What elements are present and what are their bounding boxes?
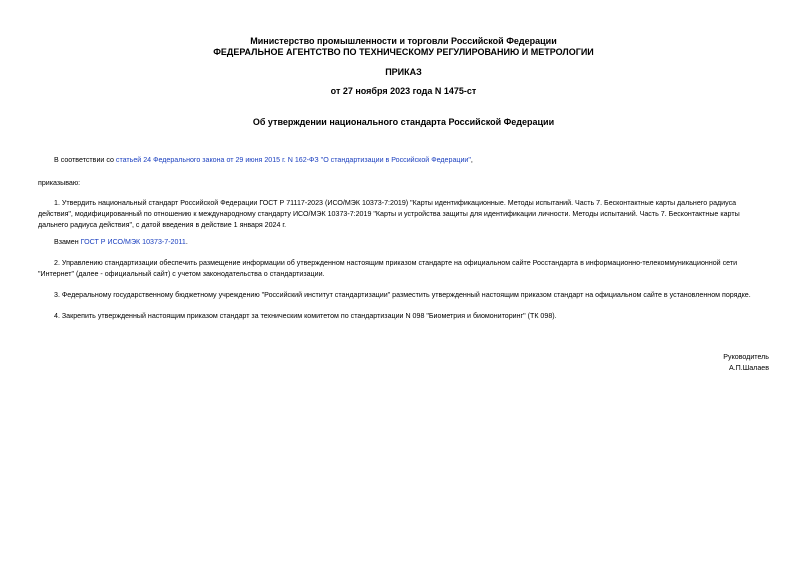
item-3-paragraph: 3. Федеральному государственному бюджетному учреждению "Российский институт стандартизации" разместить утвержденный настоящим приказом стандарт на официальном сайте в установленном порядке. <box>54 291 751 299</box>
item-1-line: 1. Утвердить национальный стандарт Российской Федерации ГОСТ Р 71117-2023 (ИСО/МЭК 10373-7:2019) "Карты идентификационные. Методы испытаний. Часть 7. Бесконтактные карты дальнего радиуса <box>54 199 737 207</box>
item-1-line: дальнего радиуса действия", с датой введения в действие 1 января 2024 г. <box>38 221 287 229</box>
document-subject: Об утверждении национального стандарта Российской Федерации <box>252 117 555 127</box>
document-type: ПРИКАЗ <box>385 67 422 77</box>
signatory-name: А.П.Шалаев <box>728 364 769 372</box>
ministry-title: Министерство промышленности и торговли Российской Федерации <box>250 36 557 46</box>
item-1-paragraph <box>38 198 771 231</box>
item-1-line: действия", модифицированный по отношению к международному стандарту ИСО/МЭК 10373-7:2019 "Карты и устройства защиты для идентификации личности. Методы испытаний. Часть 7. Бесконтактные карты <box>38 210 740 218</box>
item-4-paragraph: 4. Закрепить утвержденный настоящим приказом стандарт за техническим комитетом по стандартизации N 098 "Биометрия и биомониторинг" (ТК 098). <box>54 312 557 320</box>
agency-title: ФЕДЕРАЛЬНОЕ АГЕНТСТВО ПО ТЕХНИЧЕСКОМУ РЕГУЛИРОВАНИЮ И МЕТРОЛОГИИ <box>213 47 594 57</box>
replacement-paragraph <box>38 237 787 248</box>
replacement-suffix: . <box>185 238 188 246</box>
item-2-line: 2. Управлению стандартизации обеспечить размещение информации об утвержденном настоящим приказом стандарте на официальном сайте Росстандарта в информационно-телекоммуникационной сети <box>54 259 738 267</box>
basis-prefix: В соответствии со <box>54 156 116 164</box>
document-date-number: от 27 ноября 2023 года N 1475-ст <box>330 86 477 96</box>
basis-suffix: , <box>470 156 473 164</box>
signatory-role: Руководитель <box>723 353 769 361</box>
basis-paragraph <box>38 155 787 166</box>
federal-law-link[interactable]: статьей 24 Федерального закона от 29 июня 2015 г. N 162-ФЗ "О стандартизации в Российской Федерации" <box>115 156 471 164</box>
item-2-line: "Интернет" (далее - официальный сайт) с учетом законодательства о стандартизации. <box>38 270 325 278</box>
order-word: приказываю: <box>38 179 81 187</box>
replacement-prefix: Взамен <box>54 238 81 246</box>
replaced-standard-link[interactable]: ГОСТ Р ИСО/МЭК 10373-7-2011 <box>80 238 186 246</box>
item-2-paragraph <box>38 258 771 280</box>
